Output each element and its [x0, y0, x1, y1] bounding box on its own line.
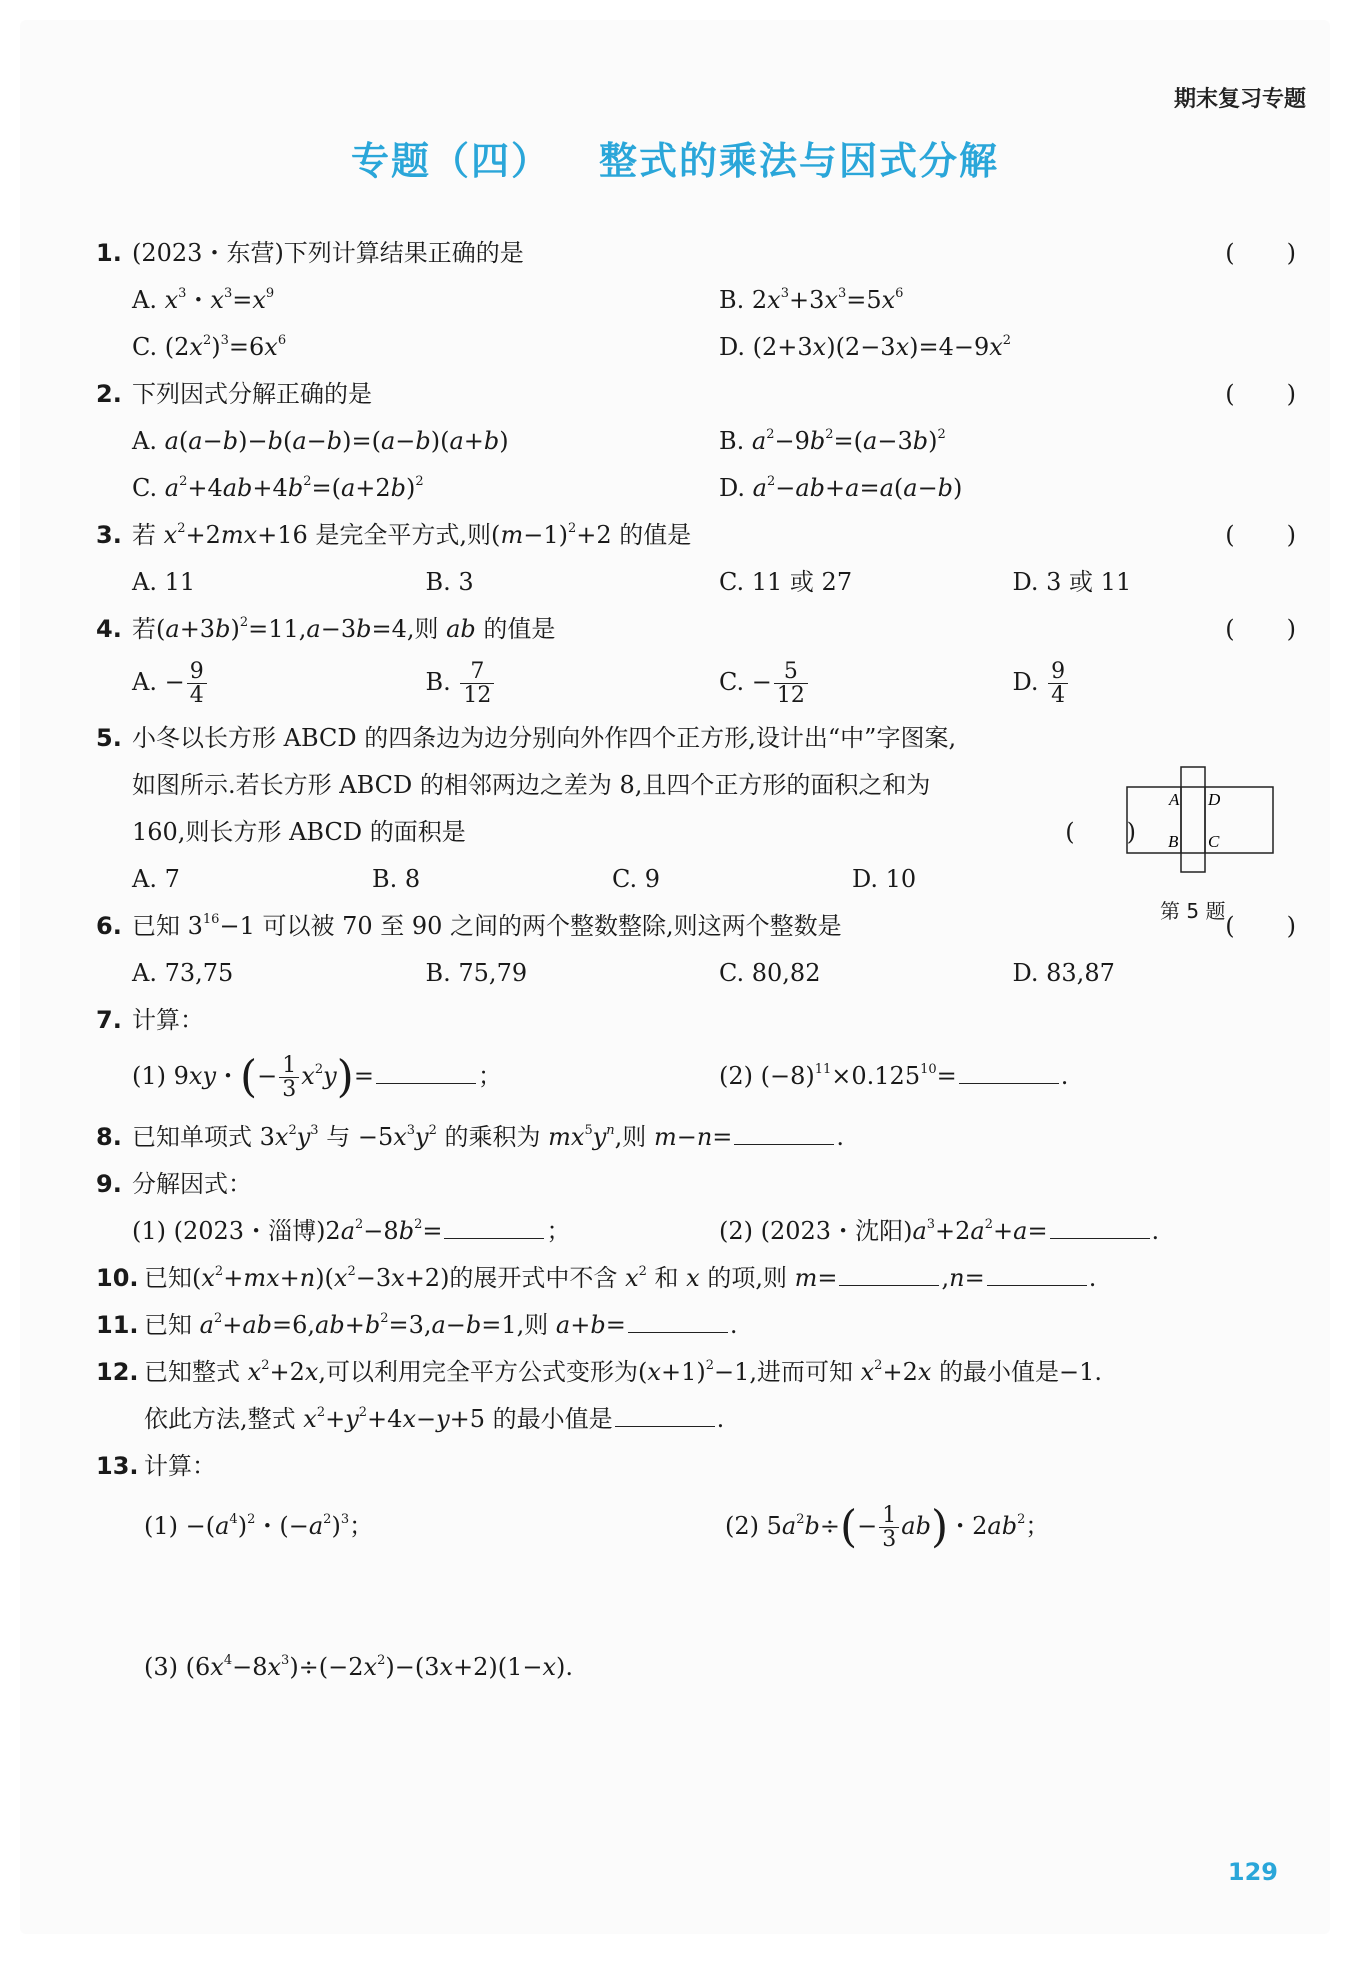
answer-bracket[interactable] [1225, 512, 1296, 559]
question-number: 11. [96, 1311, 139, 1339]
sub-questions [96, 1494, 1306, 1566]
question-stem: 下列因式分解正确的是 [132, 380, 372, 408]
question-stem-line-2: 如图所示.若长方形 ABCD 的相邻两边之差为 8,且四个正方形的面积之和为 [132, 771, 931, 799]
question-2 [96, 371, 1306, 512]
option-a[interactable]: A. 11 [132, 568, 196, 596]
sub-question-2: (2) (2023・沈阳)$a^3+2a^2+a=$ . [719, 1208, 1306, 1255]
option-d[interactable]: D. $\frac{9}{4}$ [1013, 653, 1307, 715]
question-number: 1. [96, 239, 122, 267]
option-d[interactable]: D. $a^2-ab+a=a(a-b)$ [719, 474, 963, 502]
option-c[interactable]: C. $(2x^2)^3=6x^6$ [132, 333, 287, 361]
question-number: 12. [96, 1358, 139, 1386]
sub-question-1: (1) 9xy・(− $\frac{1}{3}$ $x^2y)=$ ； [132, 1051, 502, 1103]
options [96, 324, 1306, 371]
question-number: 4. [96, 615, 122, 643]
question-4 [96, 606, 1306, 715]
question-stem: 已知$(x^2+mx+n)(x^2-3x+2)$的展开式中不含 $x^2$ 和 x 的项,则 m= [144, 1264, 838, 1292]
answer-bracket[interactable] [1225, 230, 1296, 277]
sub-questions [96, 1208, 1306, 1255]
option-a[interactable]: A. a(a−b)−b(a−b)=(a−b)(a+b) [132, 427, 509, 455]
sub-questions [96, 1044, 1306, 1114]
options [96, 653, 1306, 715]
sub-question-1: $(1) -(a^4)^2$・$(-a^2)^3$； [144, 1512, 374, 1540]
answer-bracket[interactable] [1225, 606, 1296, 653]
question-stem-line-1: 已知整式 $x^2+2x$,可以利用完全平方公式变形为$(x+1)^2-1$,进而可知 $x^2+2x$ 的最小值是−1. [144, 1358, 1103, 1386]
question-stem-line-2: 依此方法,整式 $x^2+y^2+4x-y+5$ 的最小值是 [144, 1405, 613, 1433]
option-b[interactable]: B. $a^2-9b^2=(a-3b)^2$ [719, 427, 946, 455]
option-c[interactable]: C. − $\frac{5}{12}$ [719, 653, 1013, 715]
option-c[interactable]: C. 11 或 27 [719, 568, 853, 596]
answer-blank[interactable] [1050, 1212, 1150, 1239]
question-number: 9. [96, 1170, 122, 1198]
question-10: 10. 已知$(x^2+mx+n)(x^2-3x+2)$的展开式中不含 $x^2$ 和 x 的项,则 m= ,n= . [96, 1255, 1306, 1302]
question-stem: 计算： [132, 1006, 204, 1034]
title-prefix: 专题（四） [350, 139, 551, 183]
question-number: 10. [96, 1264, 139, 1292]
answer-blank[interactable] [734, 1118, 834, 1145]
question-6 [96, 903, 1306, 997]
question-stem-line-1: 小冬以长方形 ABCD 的四条边为边分别向外作四个正方形,设计出“中”字图案, [132, 724, 957, 752]
figure-caption: 第 5 题 [1160, 899, 1226, 923]
option-d[interactable]: D. 10 [852, 865, 917, 893]
sub-questions [96, 1644, 1306, 1691]
option-d[interactable]: D. $(2+3x)(2-3x)=4-9x^2$ [719, 333, 1012, 361]
question-8: 8. 已知单项式 $3x^2y^3$ 与 $-5x^3y^2$ 的乘积为 $mx^5y^n$,则 m−n= . [96, 1114, 1306, 1161]
question-number: 3. [96, 521, 122, 549]
vertex-b-label: B [1168, 832, 1179, 851]
options [96, 856, 1092, 903]
sub-question-2: (2) $5a^2b\div(-$ $\frac{1}{3}$ ab)・$2ab^2$； [725, 1501, 1050, 1553]
option-c[interactable]: C. 9 [612, 865, 661, 893]
options [96, 465, 1306, 512]
answer-bracket[interactable] [1225, 371, 1296, 418]
option-c[interactable]: C. $a^2+4ab+4b^2=(a+2b)^2$ [132, 474, 424, 502]
answer-blank[interactable] [376, 1057, 476, 1084]
question-number: 6. [96, 912, 122, 940]
answer-blank[interactable] [615, 1400, 715, 1427]
question-stem: 计算： [144, 1452, 216, 1480]
question-1 [96, 230, 1306, 371]
sub-question-2: (2) $(-8)^{11}\times 0.125^{10}=$ . [719, 1044, 1306, 1114]
question-number: 8. [96, 1123, 122, 1151]
option-d[interactable]: D. 3 或 11 [1012, 568, 1132, 596]
question-3 [96, 512, 1306, 606]
q5-zhong-figure [1125, 765, 1275, 915]
page-title [20, 130, 1330, 185]
question-number: 13. [96, 1452, 139, 1480]
answer-blank[interactable] [959, 1057, 1059, 1084]
answer-blank-m[interactable] [839, 1259, 939, 1286]
option-a[interactable]: A. 7 [132, 865, 180, 893]
option-b[interactable]: B. 8 [372, 865, 421, 893]
option-b[interactable]: B. 3 [425, 568, 474, 596]
section-header: 期末复习专题 [1173, 87, 1306, 112]
answer-blank-n[interactable] [987, 1259, 1087, 1286]
question-number: 5. [96, 724, 122, 752]
vertex-a-label: A [1169, 790, 1180, 809]
option-b[interactable]: B. 75,79 [425, 959, 528, 987]
sub-question-3: (3) $(6x^4-8x^3)\div(-2x^2)-(3x+2)(1-x)$. [144, 1653, 574, 1681]
option-a[interactable]: A. − $\frac{9}{4}$ [132, 653, 426, 715]
question-12: 12. 已知整式 $x^2+2x$,可以利用完全平方公式变形为$(x+1)^2-1$,进而可知 $x^2+2x$ 的最小值是−1. 依此方法,整式 $x^2+y^2+4x-y+5$ 的最小值是 . [96, 1349, 1306, 1443]
page-number: 129 [1227, 1858, 1278, 1886]
title-main: 整式的乘法与因式分解 [599, 139, 1000, 183]
question-9 [96, 1161, 1306, 1255]
worksheet-page [20, 20, 1330, 1934]
option-d[interactable]: D. 83,87 [1012, 959, 1115, 987]
question-stem: 已知 $a^2+ab=6,ab+b^2=3,a-b=1$,则 a+b= [144, 1311, 626, 1339]
question-number: 2. [96, 380, 122, 408]
option-b[interactable]: B. $\frac{7}{12}$ [426, 653, 720, 715]
question-number: 7. [96, 1006, 122, 1034]
answer-blank[interactable] [444, 1212, 544, 1239]
options [96, 418, 1306, 465]
question-stem: 若$(a+3b)^2=11,a-3b=4$,则 ab 的值是 [132, 615, 556, 643]
options [96, 277, 1306, 324]
question-7 [96, 997, 1306, 1114]
option-a[interactable]: A. $x^3$・$x^3=x^9$ [132, 286, 275, 314]
question-stem: 分解因式： [132, 1170, 252, 1198]
sub-question-1: (1) (2023・淄博)$2a^2-8b^2=$ ； [132, 1208, 719, 1255]
question-stem-line-3: 160,则长方形 ABCD 的面积是 [132, 818, 466, 846]
question-list [96, 230, 1306, 1691]
question-stem: 已知单项式 $3x^2y^3$ 与 $-5x^3y^2$ 的乘积为 $mx^5y^n$,则 m−n= [132, 1123, 733, 1151]
question-stem: 已知 $3^{16}-1$ 可以被 70 至 90 之间的两个整数整除,则这两个整数是 [132, 912, 842, 940]
question-11: 11. 已知 $a^2+ab=6,ab+b^2=3,a-b=1$,则 a+b= . [96, 1302, 1306, 1349]
answer-blank[interactable] [628, 1306, 728, 1333]
question-stem: (2023・东营)下列计算结果正确的是 [132, 239, 524, 267]
options [96, 559, 1306, 606]
option-a[interactable]: A. 73,75 [132, 959, 234, 987]
option-c[interactable]: C. 80,82 [719, 959, 821, 987]
question-13 [96, 1443, 1306, 1691]
options [96, 950, 1306, 997]
option-b[interactable]: B. $2x^3+3x^3=5x^6$ [719, 286, 904, 314]
question-stem: 若 $x^2+2mx+16$ 是完全平方式,则$(m-1)^2+2$ 的值是 [132, 521, 692, 549]
vertex-d-label: D [1208, 790, 1221, 809]
vertex-c-label: C [1208, 832, 1220, 851]
